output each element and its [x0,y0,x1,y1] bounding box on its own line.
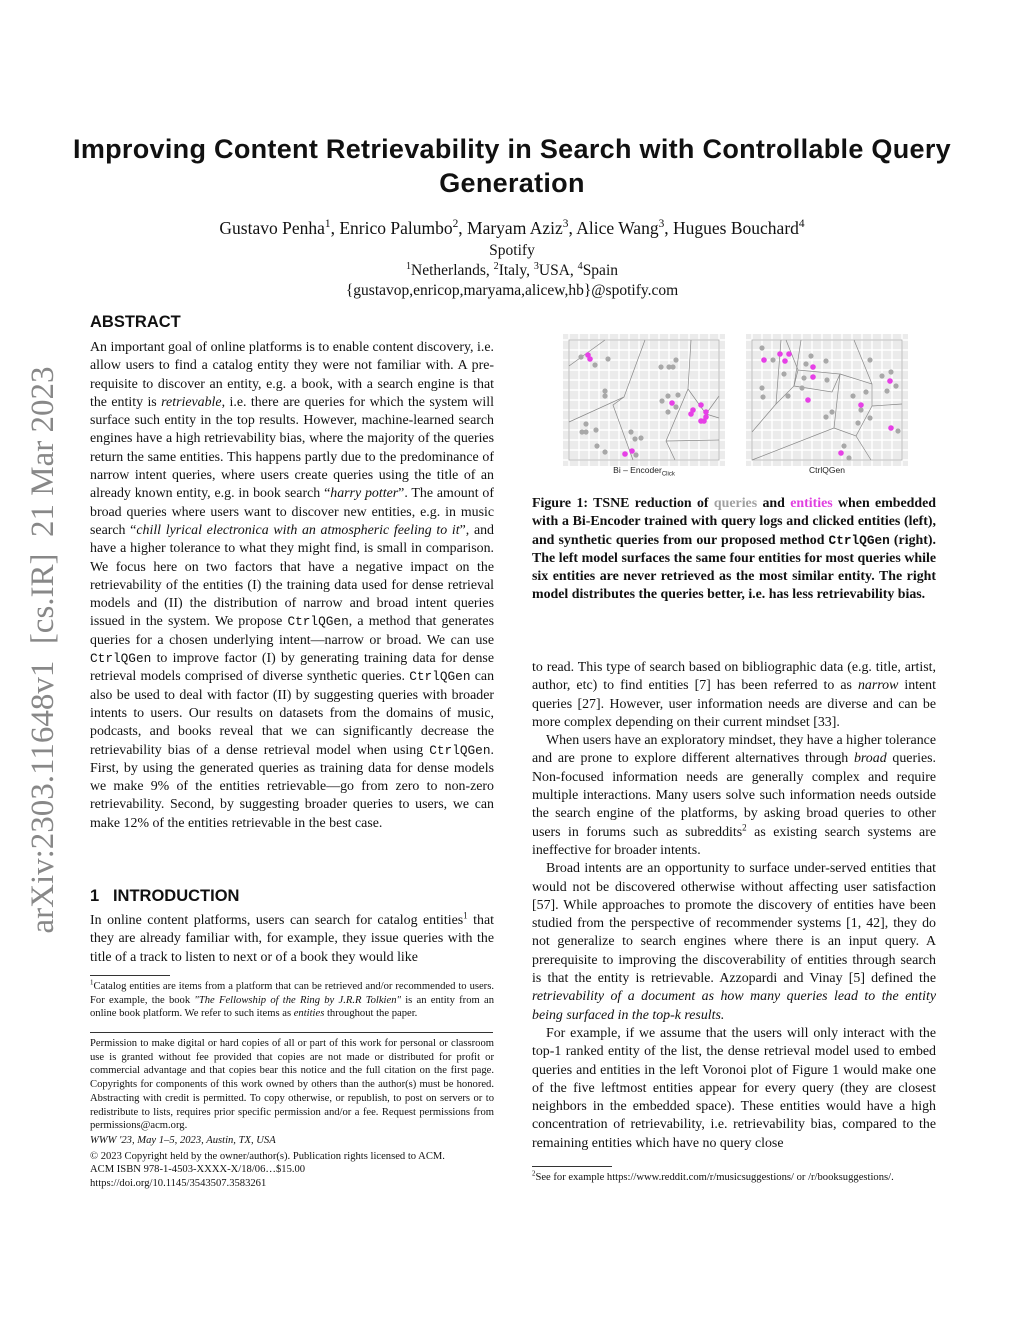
query-point [675,392,680,397]
text-segment: Broad intents are an opportunity to surface under-served entities that would not be discovered otherwise without affecting user satisfaction [57]. While approaches to promote the discovery of entities have been studied from the perspective of recommender systems [1, 42], they do not generalize to search engines where there is an input query. A prerequisite to improving the discoverability of entities through search is that the entity is retrievable. Azzopardi and Vinay [5] defined the [532,861,936,987]
entity-point [587,356,593,362]
entity-point [688,411,694,417]
query-point [602,449,607,454]
paper-title: Improving Content Retrievability in Search with Controllable Query Generation [73,134,951,198]
text-segment: to read. This type of search based on bibliographic data (e.g. title, artist, author, etc) to find entities [7] has been referred to as [532,660,936,694]
query-point [829,409,834,414]
text-segment: entities [293,1008,325,1020]
text-segment: CtrlQGen [287,614,349,630]
text-segment: For example, if we assume that the users will only interact with the top-1 ranked entity of the list, the dense retrieval model used to embed queries and entities in the left Voronoi plot of Figure 1 would make one of the five leftmost entities appear for every query (they are closest neighbors in the embedded space). These entities would have a high concentration of retrievability, i.e. retrievability bias, compared to the remaining entities which have no query close [532,1025,936,1151]
text-segment: narrow [857,678,899,694]
query-point [594,443,599,448]
query-point [799,385,804,390]
query-point [770,357,775,362]
plot-label-right: CtrlQGen [809,465,845,475]
text-segment: CtrlQGen [429,742,491,758]
text-segment: ”, and have a higher tolerance to what they might find, is small in comparison. We focus here on two factors that have a negative impact on the retrievability of the entities (I) the training data used for dense retrieval models and (II) the distribution of narrow and broad intent queries issued in the system. We propose [90,522,494,630]
text-segment: CtrlQGen [90,651,152,667]
text-segment: when embedded with a Bi-Encoder trained with query logs and clicked entities (left), and synthetic queries from our proposed method [532,496,936,548]
permission-block [90,1037,494,1191]
query-point [824,377,829,382]
text-segment: queries [713,496,758,511]
doi-link[interactable]: https://doi.org/10.1145/3543507.3583261 [90,1178,267,1190]
author: Alice Wang$^3$ [576,218,665,238]
text-segment: throughout the paper. [324,1008,418,1020]
query-point [605,356,610,361]
text-segment: 1 [463,910,468,921]
entity-point [858,402,864,408]
entity-point [887,378,893,384]
text-segment: to improve factor (I) by generating training data for dense retrieval models comprised of diverse synthetic queries. [90,651,494,685]
footnote-rule [532,1166,612,1167]
text-segment: intent queries [27]. However, user information needs are diverse and can be more complex depending on their current mindset [33]. [532,678,936,730]
author: Hugues Bouchard$^4$ [673,218,805,238]
query-point [823,414,828,419]
text-segment: broad [853,751,887,767]
query-point [658,364,663,369]
entity-point [838,450,844,456]
query-point [823,358,828,363]
text-segment: can also be used to deal with factor (II) by suggesting queries with broader intents to users. Our results on datasets from the domains of music, podcasts, and books reveal that we can significantly decrease the retrievability bias of a dense retrieval model when using [90,669,495,758]
query-point [673,357,678,362]
text-segment: is an entity from an online book platform. We refer to such items as [90,994,494,1020]
text-segment: ”. The amount of broad queries where users want to discover new entities, e.g. in music search “ [90,486,494,538]
text-segment: , a method that generates queries for a chosen underlying intent—narrow or broad. We can use [90,614,494,648]
query-point [602,393,607,398]
query-point [867,415,872,420]
footnote-rule [90,975,170,976]
query-point [583,421,588,426]
text-segment: retrievability of a document as how many queries lead to the entity being surfaced in the top-k results. [532,989,936,1023]
permission-rule [90,1032,493,1033]
entity-point [782,358,788,364]
text-segment: . First, by using the generated queries as training data for dense models we make 9% of the entities retrievable—go from zero to non-zero retrievability. Second, by suggesting broader queries to users, we can make 12% of the entities retrievable in the best case. [90,742,494,831]
text-segment: An important goal of online platforms is to enable content discovery, i.e. allow users to find a catalog entity they were not familiar with. A pre-requisite to discover an entity, e.g. a book, with a search engine is that the entity is [90,340,494,410]
author-list: Gustavo Penha$^1$, Enrico Palumbo$^2$, Maryam Aziz$^3$, Alice Wang$^3$, Hugues Bouchard$^4$ [219,218,805,238]
query-point [785,393,790,398]
entity-point [669,400,675,406]
text-segment: "The Fellowship of the Ring by J.R.R Tolkien" [194,994,401,1006]
text-segment: Figure 1: TSNE reduction of [532,496,714,511]
venue: WWW '23, May 1–5, 2023, Austin, TX, USA [90,1134,276,1146]
query-point [884,388,889,393]
entity-point [622,451,628,457]
entity-point [761,357,767,363]
query-point [759,345,764,350]
text-segment: harry potter [330,486,399,502]
intro-heading: 1 INTRODUCTION [90,887,240,905]
text-segment: CtrlQGen [409,669,471,685]
query-point [867,357,872,362]
query-point [801,375,806,380]
text-segment: 2 [742,822,747,833]
entity-point [703,409,709,415]
locations: $^1$Netherlands, $^2$Italy, $^3$USA, $^4$Spain [406,260,618,279]
query-point [893,383,898,388]
query-point [578,354,583,359]
entity-point [698,418,704,424]
isbn: ACM ISBN 978-1-4503-XXXX-X/18/06…$15.00 [90,1164,306,1176]
text-segment: 1 [90,979,94,987]
query-point [659,398,664,403]
text-segment: queries. Non-focused information needs are generally complex and require multiple interactions. Many users solve such information needs outside the search engine of the platforms, by asking broad queries to other users in forums such as subreddits [532,751,936,840]
text-segment: 2 [532,1170,536,1178]
query-point [632,436,637,441]
query-point [895,428,900,433]
query-point [781,371,786,376]
text-segment: and [757,496,791,511]
text-segment: Catalog entities are items from a platform that can be retrieved and/or recommended to users. For example, the book [90,981,494,1006]
abstract-body [90,339,494,833]
text-segment: When users have an exploratory mindset, they have a higher tolerance and are prone to explore different alternatives through [532,733,936,767]
arxiv-side-label: arXiv:2303.11648v1 [cs.IR] 21 Mar 2023 [25,366,61,934]
entity-point [777,351,783,357]
text-segment: chill lyrical electronica with an atmospheric feeling to it [136,522,460,538]
query-point [846,455,851,460]
text-segment: that they are already familiar with, for example, they issue queries with the title of a track to listen to next or of a book they would like [90,913,494,965]
author: Enrico Palumbo$^2$ [339,218,459,238]
text-segment: CtrlQGen [828,532,890,548]
text-segment: (right). The left model surfaces the same four entities for most queries while six entities are never retrieved as the most similar entity. The right model distributes the queries better, i.e. has less retrievability bias. [532,532,936,603]
query-point [841,443,846,448]
query-point [863,389,868,394]
query-point [592,362,597,367]
text-segment: entities [790,496,833,511]
entity-point [786,351,792,357]
text-segment: as existing search systems are ineffective for broader intents. [532,824,936,858]
entity-point [888,425,894,431]
query-point [633,452,638,457]
footnote-2 [532,1171,936,1185]
query-point [760,394,765,399]
query-point [759,385,764,390]
voronoi-plot-right [746,334,908,466]
query-point [665,393,670,398]
query-point [583,429,588,434]
text-segment: See for example https://www.reddit.com/r/musicsuggestions/ or /r/booksuggestions/. [535,1172,894,1183]
text-segment: retrievable [161,394,222,410]
emails: {gustavop,enricop,maryama,alicew,hb}@spotify.com [345,282,679,299]
permission-text: Permission to make digital or hard copies of all or part of this work for personal or classroom use is granted without fee provided that copies are not made or distributed for profit or commercial advantage and that copies bear this notice and the full citation on the first page. Copyrights for components of this work owned by others than the author(s) must be honored. Abstracting with credit is permitted. To copy otherwise, or republish, to post on servers or to redistribute to lists, requires prior specific permission and/or a fee. Request permissions from permissions@acm.org. [90,1038,494,1132]
copyright: © 2023 Copyright held by the owner/author(s). Publication rights licensed to ACM. [90,1150,445,1162]
affiliation: Spotify [489,242,535,259]
entity-point [629,448,635,454]
entity-point [698,402,704,408]
entity-point [810,364,816,370]
author: Maryam Aziz$^3$ [467,218,569,238]
query-point [628,429,633,434]
text-segment: , i.e. there are queries for which the system will surface such entity in the top results. However, machine-learned search engines have a high retrievability bias, where the majority of the queries return the same entities. This happens partly due to the predominance of narrow intent queries, where users create queries using the title of an already known entity, e.g. in book search “ [90,394,494,502]
query-point [665,409,670,414]
tsne-plot-bi-encoder [563,334,725,466]
query-point [879,373,884,378]
entity-point [805,397,811,403]
intro-body [90,912,494,967]
query-point [855,420,860,425]
query-point [673,404,678,409]
query-point [888,369,893,374]
query-point [602,388,607,393]
figure-caption [532,495,936,605]
query-point [803,361,808,366]
voronoi-plot-left [563,334,725,466]
query-point [593,427,598,432]
query-point [858,407,863,412]
entity-point [810,374,816,380]
plot-label-left: Bi – Encoder$_{Click}$ [613,465,675,478]
author: Gustavo Penha$^1$ [219,218,331,238]
intro-body-continued [532,659,936,1153]
affiliation-block [60,241,964,301]
query-point [850,393,855,398]
query-point [808,353,813,358]
abstract-heading: ABSTRACT [90,313,181,331]
query-point [670,364,675,369]
footnote-1 [90,980,494,1021]
tsne-plot-ctrlqgen [746,334,908,466]
text-segment: In online content platforms, users can search for catalog entities [90,913,464,928]
query-point [638,435,643,440]
